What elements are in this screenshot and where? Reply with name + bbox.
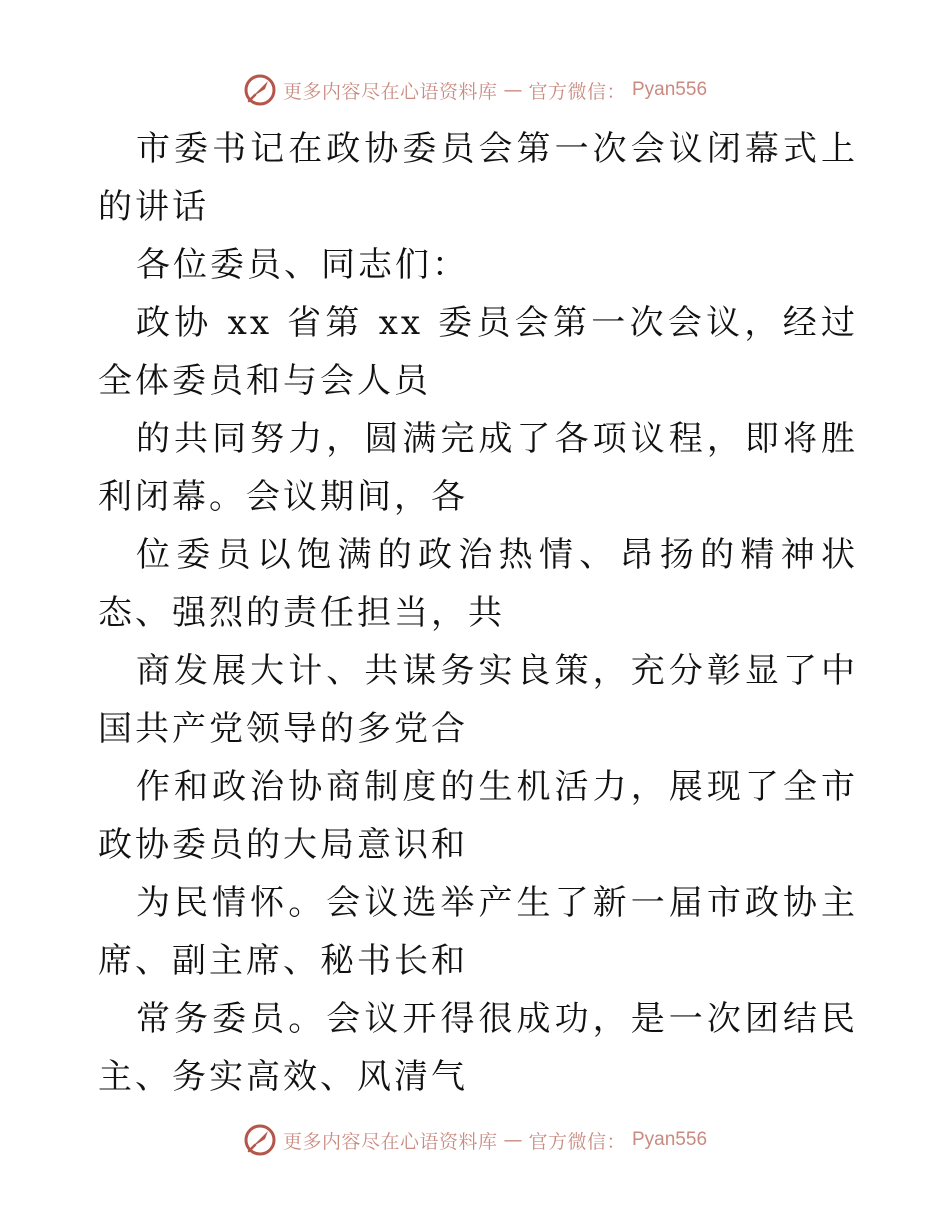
paragraph-1: 各位委员、同志们：	[136, 245, 469, 285]
watermark-wechat-id: Pyan556	[632, 1129, 708, 1150]
document-title: 市委书记在政协委员会第一次会议闭幕式上的讲话	[98, 129, 858, 227]
quill-logo-icon	[243, 73, 277, 107]
watermark-text: 更多内容尽在心语资料库	[282, 1130, 498, 1153]
watermark-wechat-id: Pyan556	[632, 79, 708, 100]
watermark-footer	[0, 1120, 950, 1160]
paragraph-5: 商发展大计、共谋务实良策，充分彰显了中国共产党领导的多党合	[98, 651, 858, 749]
watermark-text: 更多内容尽在心语资料库	[282, 80, 498, 103]
watermark-separator: —	[503, 1129, 523, 1151]
paragraph-6: 作和政治协商制度的生机活力，展现了全市政协委员的大局意识和	[98, 767, 858, 865]
watermark-separator: —	[503, 79, 523, 101]
document-body	[98, 120, 858, 1106]
paragraph-8: 常务委员。会议开得很成功，是一次团结民主、务实高效、风清气	[98, 999, 858, 1097]
watermark-wechat-label: 官方微信：	[528, 1130, 626, 1153]
paragraph-7: 为民情怀。会议选举产生了新一届市政协主席、副主席、秘书长和	[98, 883, 858, 981]
watermark-header	[0, 70, 950, 110]
paragraph-4: 位委员以饱满的政治热情、昂扬的精神状态、强烈的责任担当，共	[98, 535, 858, 633]
paragraph-2: 政协 xx 省第 xx 委员会第一次会议，经过全体委员和与会人员	[98, 303, 858, 401]
watermark-wechat-label: 官方微信：	[528, 80, 626, 103]
paragraph-3: 的共同努力，圆满完成了各项议程，即将胜利闭幕。会议期间，各	[98, 419, 858, 517]
quill-logo-icon	[243, 1123, 277, 1157]
